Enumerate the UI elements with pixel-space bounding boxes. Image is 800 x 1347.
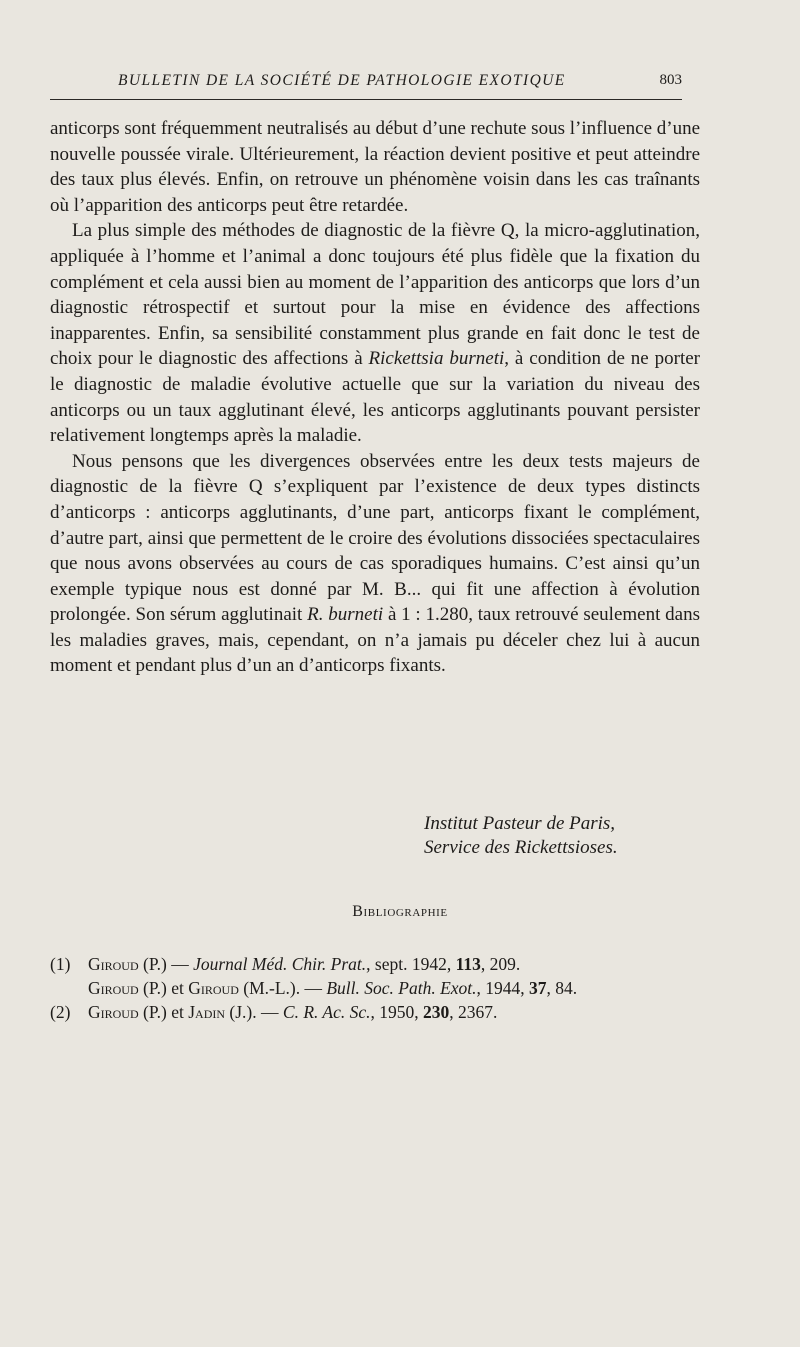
reference-author: Giroud (P.) xyxy=(88,954,167,974)
paragraph-2-text-a: La plus simple des méthodes de diagnostic de la fièvre Q, la micro-agglutination, appliquée à l’homme et l’animal a donc toujours été plus fidèle que la fixation du complément et cela aussi bien au moment de l’apparition des anticorps que lors d’un diagnostic rétrospectif et surtout pour la mise en évidence des affections inapparentes. Enfin, sa sensibilité constamment plus grande en fait donc le test de choix pour le diagnostic des affections à xyxy=(50,220,700,370)
header-rule xyxy=(50,99,682,100)
reference-separator: — xyxy=(166,954,194,974)
reference-1b xyxy=(50,976,700,1000)
running-title: BULLETIN DE LA SOCIÉTÉ DE PATHOLOGIE EXOTIQUE xyxy=(118,72,566,89)
paragraph-3-text-b: à 1 : 1.280, taux retrouvé seulement dans les maladies graves, mais, cependant, on n’a jamais pu déceler chez lui à aucun moment et pendant plus d’un an d’anticorps fixants. xyxy=(50,604,700,677)
reference-author: Giroud (P.) xyxy=(88,1002,167,1022)
reference-details: , 1950, xyxy=(370,1002,424,1022)
reference-pages: , 209. xyxy=(480,954,521,974)
reference-journal: Bull. Soc. Path. Exot. xyxy=(326,978,477,998)
reference-volume: 37 xyxy=(529,978,547,998)
paragraph-2 xyxy=(50,218,700,448)
bibliography-heading: Bibliographie xyxy=(352,903,448,920)
reference-pages: , 2367. xyxy=(449,1002,498,1022)
reference-journal: C. R. Ac. Sc. xyxy=(282,1002,371,1022)
paragraph-1-text: anticorps sont fréquemment neutralisés au début d’une rechute sous l’influence d’une nouvelle poussée virale. Ultérieurement, la réaction devient positive et peut atteindre des taux plus élevés. Enfin, on retrouve un phénomène voisin dans les cas traînants où l’apparition des anticorps peut être retardée. xyxy=(50,118,701,216)
reference-number: (1) xyxy=(50,954,71,974)
paragraph-2-text-b: , à condition de ne porter le diagnostic de maladie évolutive actuelle que sur la variation du niveau des anticorps ou un taux agglutinant élevé, les anticorps agglutinants pouvant persister relativement longtemps après la maladie. xyxy=(50,348,700,447)
reference-number: (2) xyxy=(50,1002,71,1022)
species-name: Rickettsia burneti xyxy=(368,348,505,370)
reference-details: , 1944, xyxy=(476,978,530,998)
article-body xyxy=(50,116,700,679)
reference-coauthor: Giroud (M.-L.) xyxy=(188,978,296,998)
reference-separator: . — xyxy=(252,1002,283,1022)
bibliography-list xyxy=(50,952,700,1024)
affiliation-line-2: Service des Rickettsioses. xyxy=(424,837,618,858)
reference-volume: 113 xyxy=(455,954,481,974)
reference-pages: , 84. xyxy=(546,978,578,998)
reference-author: Giroud (P.) xyxy=(88,978,167,998)
reference-coauthor: Jadin (J.) xyxy=(188,1002,253,1022)
paragraph-1 xyxy=(50,116,700,218)
reference-conjunction: et xyxy=(166,978,189,998)
paragraph-3 xyxy=(50,449,700,679)
page-number: 803 xyxy=(659,72,682,88)
affiliation-signature xyxy=(424,812,618,860)
reference-conjunction: et xyxy=(166,1002,189,1022)
affiliation-line-1: Institut Pasteur de Paris, xyxy=(424,813,616,834)
reference-separator: . — xyxy=(295,978,327,998)
reference-details: , sept. 1942, xyxy=(366,954,456,974)
reference-2 xyxy=(50,1000,700,1024)
page-header xyxy=(50,70,682,102)
reference-volume: 230 xyxy=(423,1002,450,1022)
reference-journal: Journal Méd. Chir. Prat. xyxy=(193,954,367,974)
reference-1 xyxy=(50,952,700,976)
paragraph-3-text-a: Nous pensons que les divergences observées entre les deux tests majeurs de diagnostic de la fièvre Q s’expliquent par l’existence de deux types distincts d’anticorps : anticorps agglutinants, d’une part, anticorps fixant le complément, d’autre part, ainsi que permettent de le croire des évolutions dissociées spectaculaires que nous avons observées au cours de cas sporadiques humains. C’est ainsi qu’un exemple typique nous est donné par M. B... qui fit une affection à évolution prolongée. Son sérum agglutinait xyxy=(50,450,700,626)
species-abbrev: R. burneti xyxy=(307,604,384,626)
